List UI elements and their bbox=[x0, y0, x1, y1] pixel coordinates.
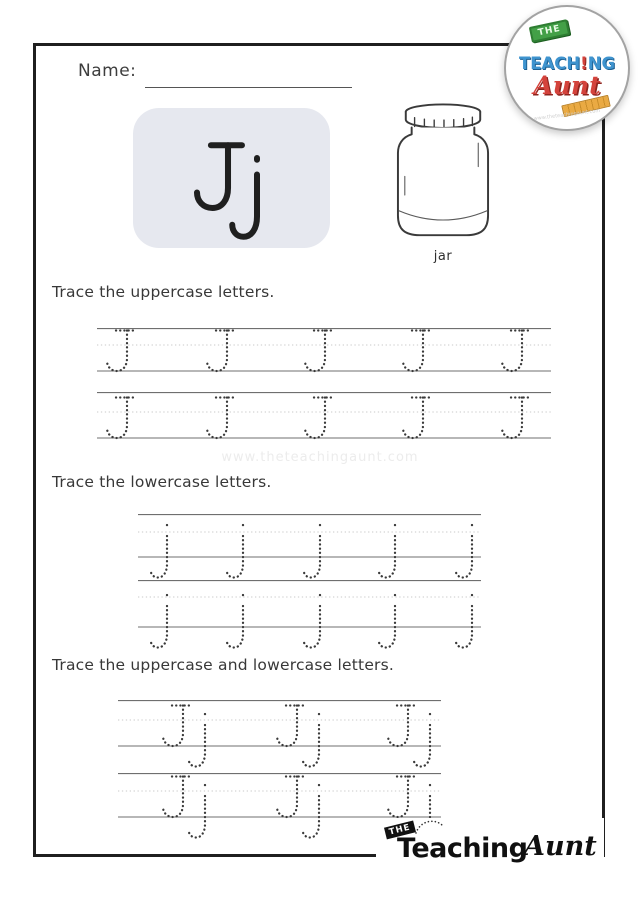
trace-letter-J bbox=[388, 777, 417, 818]
trace-letter-J bbox=[403, 331, 432, 372]
trace-row-uppercase-1 bbox=[0, 328, 640, 398]
trace-letter-J bbox=[277, 706, 306, 747]
trace-row-mixed-1 bbox=[0, 700, 640, 770]
logo-tagline: www.theteachingaunt.com bbox=[533, 107, 601, 123]
trace-letter-j bbox=[456, 595, 473, 648]
trace-letter-J bbox=[163, 706, 192, 747]
trace-letter-J bbox=[403, 398, 432, 439]
trace-letter-j bbox=[303, 785, 320, 838]
teaching-aunt-logo bbox=[504, 5, 630, 131]
trace-letter-j bbox=[151, 595, 168, 648]
trace-letter-j bbox=[414, 714, 431, 767]
vocab-word: jar bbox=[433, 249, 453, 264]
trace-letter-j bbox=[151, 525, 168, 578]
footer-teaching-text: Teaching bbox=[397, 833, 528, 864]
trace-letter-j bbox=[456, 525, 473, 578]
trace-letter-j bbox=[189, 714, 206, 767]
trace-letter-j bbox=[379, 525, 396, 578]
vocab-illustration bbox=[394, 102, 492, 264]
trace-letter-J bbox=[502, 398, 531, 439]
trace-letter-J bbox=[207, 398, 236, 439]
logo-pencil-exclamation-icon: ! bbox=[580, 54, 588, 73]
trace-letter-j bbox=[227, 525, 244, 578]
trace-letter-j bbox=[227, 595, 244, 648]
trace-letter-j bbox=[304, 595, 321, 648]
section-heading-lowercase: Trace the lowercase letters. bbox=[52, 473, 272, 491]
trace-letter-J bbox=[305, 398, 334, 439]
watermark: www.theteachingaunt.com bbox=[221, 450, 419, 465]
trace-letter-J bbox=[207, 331, 236, 372]
trace-letter-J bbox=[502, 331, 531, 372]
trace-letter-J bbox=[107, 398, 136, 439]
logo-aunt-script: Aunt bbox=[533, 71, 601, 100]
card-letter-j bbox=[232, 158, 257, 237]
trace-letter-j bbox=[304, 525, 321, 578]
trace-letter-j bbox=[303, 714, 320, 767]
trace-letter-J bbox=[305, 331, 334, 372]
trace-row-lowercase-2 bbox=[0, 580, 640, 650]
teaching-aunt-footer-logo bbox=[376, 818, 604, 870]
card-letter-J bbox=[197, 145, 242, 208]
letter-card bbox=[133, 108, 330, 248]
logo-teach-part: TEACH bbox=[518, 54, 581, 73]
trace-letter-J bbox=[107, 331, 136, 372]
trace-letter-J bbox=[163, 777, 192, 818]
section-heading-uppercase: Trace the uppercase letters. bbox=[52, 283, 275, 301]
trace-letter-J bbox=[388, 706, 417, 747]
jar-icon bbox=[394, 102, 492, 244]
name-label: Name: bbox=[78, 61, 137, 81]
section-heading-mixed: Trace the uppercase and lowercase letters. bbox=[52, 656, 395, 674]
logo-ng-part: NG bbox=[587, 54, 616, 73]
trace-letter-j bbox=[189, 785, 206, 838]
trace-letter-J bbox=[277, 777, 306, 818]
name-write-line bbox=[145, 70, 352, 88]
letter-card-letters bbox=[133, 108, 330, 248]
trace-letter-j bbox=[379, 595, 396, 648]
footer-the-badge: THE bbox=[384, 821, 416, 840]
logo-the-badge: THE bbox=[529, 19, 570, 43]
footer-aunt-script: Aunt bbox=[524, 831, 597, 862]
trace-row-lowercase-1 bbox=[0, 514, 640, 584]
